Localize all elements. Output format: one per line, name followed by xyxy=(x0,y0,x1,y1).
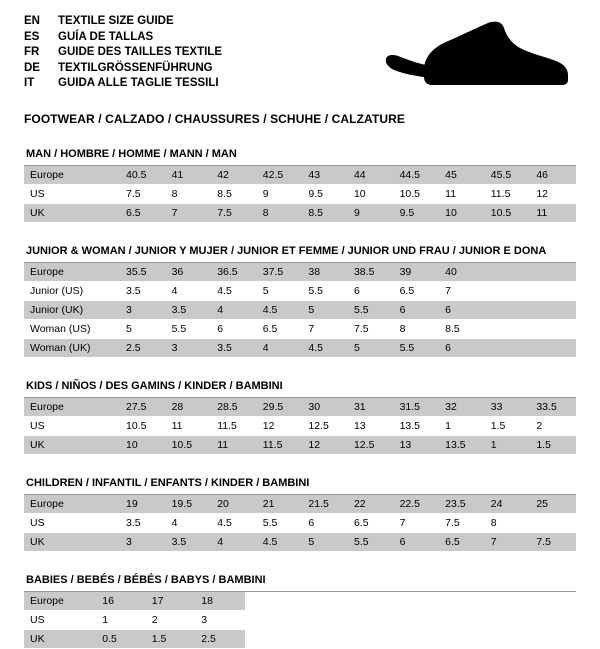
size-cell: 38 xyxy=(302,263,348,282)
row-label: Junior (UK) xyxy=(24,301,120,320)
size-cell: 39 xyxy=(394,263,440,282)
size-cell: 7.5 xyxy=(348,320,394,339)
language-guide-title: GUIDE DES TAILLES TEXTILE xyxy=(58,46,222,58)
table-row xyxy=(24,514,576,533)
size-section xyxy=(24,574,576,649)
size-cell: 21 xyxy=(257,495,303,514)
size-cell: 21.5 xyxy=(302,495,348,514)
size-cell: 4.5 xyxy=(302,339,348,358)
row-label: UK xyxy=(24,204,120,223)
size-cell: 33.5 xyxy=(530,398,576,417)
size-cell: 43 xyxy=(302,166,348,185)
table-row xyxy=(24,282,576,301)
size-cell: 3.5 xyxy=(120,514,166,533)
size-cell: 6 xyxy=(439,339,485,358)
size-cell: 4 xyxy=(211,533,257,552)
size-cell: 38.5 xyxy=(348,263,394,282)
table-row xyxy=(24,611,245,630)
size-cell: 22 xyxy=(348,495,394,514)
table-row xyxy=(24,263,576,282)
size-cell: 0.5 xyxy=(96,630,146,649)
size-cell: 5 xyxy=(302,301,348,320)
size-cell xyxy=(530,320,576,339)
table-row xyxy=(24,339,576,358)
row-label: US xyxy=(24,185,120,204)
size-cell: 16 xyxy=(96,592,146,611)
table-row xyxy=(24,436,576,455)
section-heading: JUNIOR & WOMAN / JUNIOR Y MUJER / JUNIOR ET FEMME / JUNIOR UND FRAU / JUNIOR E DONA xyxy=(24,245,576,263)
table-row xyxy=(24,398,576,417)
size-cell: 6 xyxy=(439,301,485,320)
size-cell: 7 xyxy=(439,282,485,301)
size-cell: 1 xyxy=(485,436,531,455)
size-cell xyxy=(485,282,531,301)
size-cell: 4 xyxy=(257,339,303,358)
table-row xyxy=(24,204,576,223)
table-row xyxy=(24,533,576,552)
size-cell: 25 xyxy=(530,495,576,514)
table-row xyxy=(24,592,245,611)
size-cell: 17 xyxy=(146,592,196,611)
size-cell: 23.5 xyxy=(439,495,485,514)
language-row xyxy=(24,61,222,77)
size-section xyxy=(24,148,576,223)
table-row xyxy=(24,630,245,649)
size-cell: 6.5 xyxy=(394,282,440,301)
section-heading: BABIES / BEBÉS / BÉBÉS / BABYS / BAMBINI xyxy=(24,574,576,592)
language-guide-title: GUIDA ALLE TAGLIE TESSILI xyxy=(58,77,219,89)
section-heading: MAN / HOMBRE / HOMME / MANN / MAN xyxy=(24,148,576,166)
size-cell: 1.5 xyxy=(485,417,531,436)
size-cell: 7 xyxy=(394,514,440,533)
size-cell: 1 xyxy=(96,611,146,630)
size-section xyxy=(24,477,576,552)
row-label: UK xyxy=(24,630,96,649)
size-cell: 19.5 xyxy=(166,495,212,514)
size-cell: 12 xyxy=(257,417,303,436)
size-cell: 12 xyxy=(302,436,348,455)
size-cell: 6.5 xyxy=(439,533,485,552)
size-cell: 44.5 xyxy=(394,166,440,185)
size-cell: 8 xyxy=(257,204,303,223)
language-code: DE xyxy=(24,61,40,74)
language-row xyxy=(24,14,222,30)
row-label: Junior (US) xyxy=(24,282,120,301)
size-cell: 13.5 xyxy=(439,436,485,455)
size-cell xyxy=(530,514,576,533)
size-cell: 42 xyxy=(211,166,257,185)
size-cell xyxy=(485,320,531,339)
size-cell: 13 xyxy=(348,417,394,436)
row-label: Europe xyxy=(24,263,120,282)
size-cell: 6 xyxy=(302,514,348,533)
size-cell: 7 xyxy=(166,204,212,223)
size-cell xyxy=(530,282,576,301)
row-label: Europe xyxy=(24,592,96,611)
table-row xyxy=(24,417,576,436)
size-cell: 1.5 xyxy=(146,630,196,649)
size-cell: 46 xyxy=(530,166,576,185)
size-cell: 19 xyxy=(120,495,166,514)
size-cell: 32 xyxy=(439,398,485,417)
size-cell: 6 xyxy=(211,320,257,339)
size-cell: 8.5 xyxy=(302,204,348,223)
size-cell: 5 xyxy=(120,320,166,339)
size-cell: 4.5 xyxy=(257,533,303,552)
table-row xyxy=(24,301,576,320)
size-cell: 5.5 xyxy=(166,320,212,339)
size-cell: 9.5 xyxy=(394,204,440,223)
size-cell: 44 xyxy=(348,166,394,185)
size-cell: 5.5 xyxy=(348,533,394,552)
size-cell: 45 xyxy=(439,166,485,185)
size-cell: 11 xyxy=(439,185,485,204)
size-cell xyxy=(530,263,576,282)
table-row xyxy=(24,166,576,185)
size-cell: 5.5 xyxy=(394,339,440,358)
size-cell: 22.5 xyxy=(394,495,440,514)
size-cell: 10.5 xyxy=(120,417,166,436)
size-cell: 12.5 xyxy=(348,436,394,455)
size-cell: 11 xyxy=(166,417,212,436)
size-cell: 40 xyxy=(439,263,485,282)
size-cell: 5.5 xyxy=(257,514,303,533)
table-row xyxy=(24,185,576,204)
row-label: US xyxy=(24,417,120,436)
size-table xyxy=(24,166,576,223)
size-cell: 10 xyxy=(439,204,485,223)
size-cell: 7.5 xyxy=(211,204,257,223)
size-cell: 40.5 xyxy=(120,166,166,185)
size-cell: 5.5 xyxy=(348,301,394,320)
size-cell: 11.5 xyxy=(485,185,531,204)
size-cell: 6.5 xyxy=(120,204,166,223)
size-cell: 3 xyxy=(120,301,166,320)
language-code: ES xyxy=(24,30,40,43)
size-cell: 30 xyxy=(302,398,348,417)
size-cell: 6 xyxy=(348,282,394,301)
size-cell: 5 xyxy=(302,533,348,552)
size-cell: 9 xyxy=(257,185,303,204)
size-cell: 29.5 xyxy=(257,398,303,417)
row-label: Europe xyxy=(24,398,120,417)
size-cell: 3 xyxy=(120,533,166,552)
size-cell: 41 xyxy=(166,166,212,185)
size-cell: 10 xyxy=(348,185,394,204)
size-cell: 24 xyxy=(485,495,531,514)
size-cell: 28.5 xyxy=(211,398,257,417)
row-label: US xyxy=(24,514,120,533)
size-cell: 3 xyxy=(166,339,212,358)
category-title: FOOTWEAR / CALZADO / CHAUSSURES / SCHUHE / CALZATURE xyxy=(24,112,405,126)
size-table xyxy=(24,398,576,455)
size-cell: 8 xyxy=(394,320,440,339)
size-cell: 5 xyxy=(257,282,303,301)
size-cell: 13 xyxy=(394,436,440,455)
size-cell: 11 xyxy=(530,204,576,223)
language-row xyxy=(24,76,222,92)
size-cell: 11.5 xyxy=(211,417,257,436)
size-cell: 36 xyxy=(166,263,212,282)
size-cell: 2 xyxy=(146,611,196,630)
language-code: FR xyxy=(24,46,40,58)
size-cell: 7.5 xyxy=(120,185,166,204)
size-cell: 33 xyxy=(485,398,531,417)
size-cell: 3.5 xyxy=(120,282,166,301)
size-cell: 28 xyxy=(166,398,212,417)
size-cell: 3.5 xyxy=(166,533,212,552)
section-heading: KIDS / NIÑOS / DES GAMINS / KINDER / BAMBINI xyxy=(24,380,576,398)
size-section xyxy=(24,245,576,358)
size-cell: 8 xyxy=(166,185,212,204)
size-cell: 4.5 xyxy=(257,301,303,320)
size-cell: 35.5 xyxy=(120,263,166,282)
row-label: Europe xyxy=(24,166,120,185)
size-cell: 4 xyxy=(211,301,257,320)
size-cell: 2 xyxy=(530,417,576,436)
table-row xyxy=(24,495,576,514)
size-cell: 36.5 xyxy=(211,263,257,282)
size-cell: 5 xyxy=(348,339,394,358)
size-cell: 12 xyxy=(530,185,576,204)
dress-shoe-icon xyxy=(380,18,570,98)
table-row xyxy=(24,320,576,339)
size-cell: 8 xyxy=(485,514,531,533)
size-cell: 3.5 xyxy=(166,301,212,320)
size-cell: 6 xyxy=(394,533,440,552)
size-cell: 2.5 xyxy=(195,630,245,649)
language-row xyxy=(24,45,222,61)
size-cell: 1.5 xyxy=(530,436,576,455)
size-cell: 5.5 xyxy=(302,282,348,301)
size-table xyxy=(24,263,576,358)
size-cell: 37.5 xyxy=(257,263,303,282)
row-label: UK xyxy=(24,533,120,552)
size-cell xyxy=(485,263,531,282)
language-guide-title: TEXTILGRÖSSENFÜHRUNG xyxy=(58,61,213,74)
size-cell xyxy=(485,301,531,320)
size-section xyxy=(24,380,576,455)
size-cell: 11 xyxy=(211,436,257,455)
row-label: Europe xyxy=(24,495,120,514)
size-cell: 1 xyxy=(439,417,485,436)
language-code: IT xyxy=(24,77,35,89)
size-cell: 45.5 xyxy=(485,166,531,185)
size-cell: 11.5 xyxy=(257,436,303,455)
size-cell: 18 xyxy=(195,592,245,611)
size-cell: 4.5 xyxy=(211,282,257,301)
size-cell xyxy=(485,339,531,358)
size-cell: 4 xyxy=(166,282,212,301)
size-cell: 4.5 xyxy=(211,514,257,533)
language-code: EN xyxy=(24,15,40,27)
size-sections xyxy=(24,148,576,649)
size-cell: 2.5 xyxy=(120,339,166,358)
size-cell xyxy=(530,339,576,358)
row-label: US xyxy=(24,611,96,630)
size-cell: 42.5 xyxy=(257,166,303,185)
size-cell: 3.5 xyxy=(211,339,257,358)
size-cell: 3 xyxy=(195,611,245,630)
size-cell: 7 xyxy=(302,320,348,339)
row-label: Woman (UK) xyxy=(24,339,120,358)
size-cell: 12.5 xyxy=(302,417,348,436)
size-cell: 8.5 xyxy=(211,185,257,204)
size-cell: 10.5 xyxy=(394,185,440,204)
size-cell: 7.5 xyxy=(530,533,576,552)
size-cell: 10.5 xyxy=(166,436,212,455)
size-cell: 20 xyxy=(211,495,257,514)
size-cell xyxy=(530,301,576,320)
size-cell: 6 xyxy=(394,301,440,320)
size-cell: 10.5 xyxy=(485,204,531,223)
size-cell: 9.5 xyxy=(302,185,348,204)
size-cell: 4 xyxy=(166,514,212,533)
row-label: UK xyxy=(24,436,120,455)
size-cell: 13.5 xyxy=(394,417,440,436)
language-row xyxy=(24,30,222,46)
language-guide-title: GUÍA DE TALLAS xyxy=(58,30,154,43)
size-cell: 7.5 xyxy=(439,514,485,533)
size-cell: 6.5 xyxy=(257,320,303,339)
size-cell: 10 xyxy=(120,436,166,455)
language-title-list xyxy=(24,14,222,92)
size-cell: 31 xyxy=(348,398,394,417)
size-cell: 31.5 xyxy=(394,398,440,417)
size-cell: 8.5 xyxy=(439,320,485,339)
size-table xyxy=(24,495,576,552)
size-cell: 27.5 xyxy=(120,398,166,417)
language-guide-title: TEXTILE SIZE GUIDE xyxy=(58,15,174,27)
document-header xyxy=(24,14,576,98)
size-cell: 9 xyxy=(348,204,394,223)
size-table xyxy=(24,592,245,649)
size-cell: 7 xyxy=(485,533,531,552)
row-label: Woman (US) xyxy=(24,320,120,339)
section-heading: CHILDREN / INFANTIL / ENFANTS / KINDER / BAMBINI xyxy=(24,477,576,495)
size-cell: 6.5 xyxy=(348,514,394,533)
